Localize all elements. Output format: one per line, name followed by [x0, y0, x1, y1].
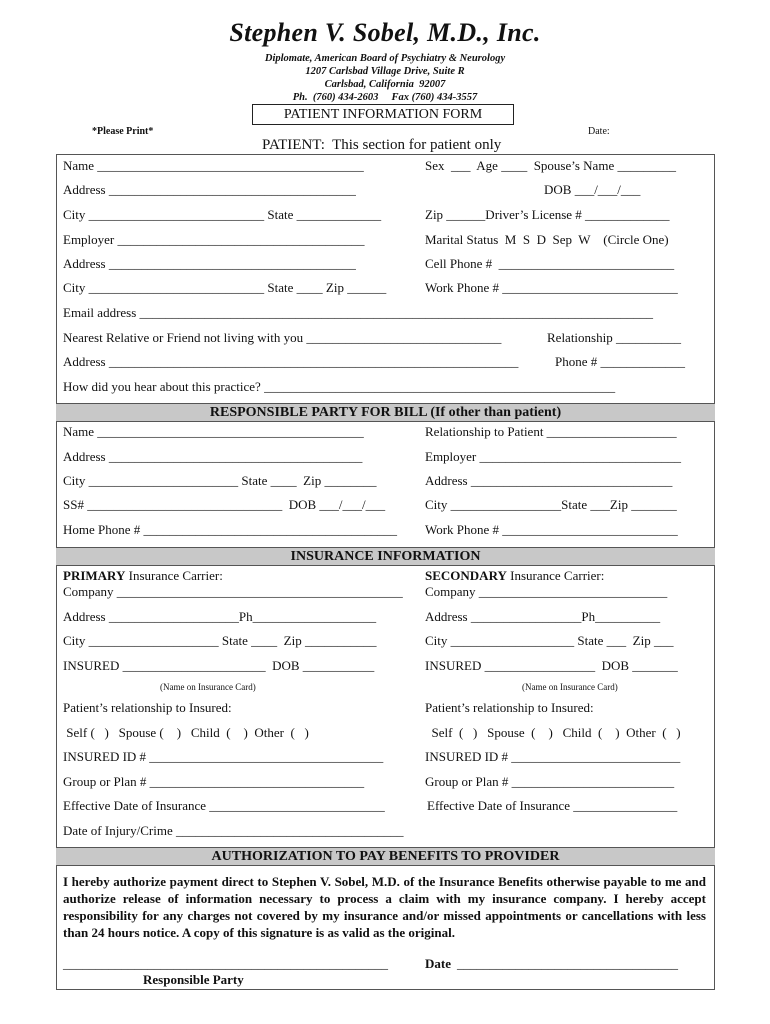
signature-date-label: Date: [425, 956, 451, 971]
primary-insured-dob-field[interactable]: INSURED ______________________ DOB ___________: [63, 658, 375, 673]
diplomate-line: Diplomate, American Board of Psychiatry & Neurology: [264, 53, 506, 64]
patient-address2-field[interactable]: Address ______________________________________: [63, 256, 356, 271]
patient-email-field[interactable]: Email address _______________________________________________________________________________: [63, 305, 654, 320]
responsible-relationship-field[interactable]: Relationship to Patient ____________________: [425, 424, 677, 439]
responsible-address-field[interactable]: Address _______________________________________: [63, 449, 363, 464]
responsible-employer-address-field[interactable]: Address _______________________________: [425, 473, 673, 488]
primary-relationship-options[interactable]: Self ( ) Spouse ( ) Child ( ) Other ( ): [63, 725, 309, 740]
responsible-home-phone-field[interactable]: Home Phone # _______________________________________: [63, 522, 398, 537]
patient-marital-status-field[interactable]: Marital Status M S D Sep W (Circle One): [425, 232, 669, 247]
secondary-group-plan-field[interactable]: Group or Plan # _________________________: [425, 774, 675, 789]
address-line-2: Carlsbad, California 92007: [324, 79, 446, 90]
phone-fax-line: Ph. (760) 434-2603 Fax (760) 434-3557: [292, 92, 478, 103]
relative-phone-field[interactable]: Phone # _____________: [555, 354, 685, 369]
patient-section-title: PATIENT: This section for patient only: [262, 137, 502, 153]
patient-employer-field[interactable]: Employer ______________________________________: [63, 232, 365, 247]
authorization-band: AUTHORIZATION TO PAY BENEFITS TO PROVIDER: [56, 847, 715, 866]
secondary-carrier-label: Insurance Carrier:: [506, 568, 605, 583]
responsible-employer-city-field[interactable]: City _________________State ___Zip _______: [425, 497, 677, 512]
responsible-ss-dob-field[interactable]: SS# ______________________________ DOB ___/___/___: [63, 497, 386, 512]
responsible-party-band: RESPONSIBLE PARTY FOR BILL (If other than patient): [56, 403, 715, 422]
primary-label: PRIMARY: [63, 568, 126, 583]
address-line-1: 1207 Carlsbad Village Drive, Suite R: [305, 66, 465, 77]
date-label: Date:: [588, 126, 610, 137]
secondary-address-phone-field[interactable]: Address _________________Ph__________: [425, 609, 661, 624]
secondary-city-state-zip-field[interactable]: City ___________________ State ___ Zip ___: [425, 633, 674, 648]
patient-zip-license-field[interactable]: Zip ______Driver’s License # _____________: [425, 207, 670, 222]
patient-dob-field[interactable]: DOB ___/___/___: [544, 182, 641, 197]
secondary-insured-dob-field[interactable]: INSURED _________________ DOB _______: [425, 658, 678, 673]
authorization-text: I hereby authorize payment direct to Stephen V. Sobel, M.D. of the Insurance Benefits otherwise payable to me and authorize release of information necessary to process a claim with my insurance company. I hereby accept responsibility for any charges not covered by my insurance and/or missed appointments or cancellations with less than 24 hours notice. A copy of this signature is as valid as the original.: [63, 874, 706, 940]
patient-address-field[interactable]: Address ______________________________________: [63, 182, 356, 197]
nearest-relative-field[interactable]: Nearest Relative or Friend not living with you ______________________________: [63, 330, 502, 345]
patient-cell-phone-field[interactable]: Cell Phone # ___________________________: [425, 256, 675, 271]
practice-name: Stephen V. Sobel, M.D., Inc.: [229, 18, 541, 47]
form-title: PATIENT INFORMATION FORM: [252, 104, 514, 125]
secondary-relationship-label: Patient’s relationship to Insured:: [425, 700, 594, 715]
primary-name-on-card-note: (Name on Insurance Card): [160, 682, 256, 692]
responsible-name-field[interactable]: Name _________________________________________: [63, 424, 364, 439]
secondary-insured-id-field[interactable]: INSURED ID # __________________________: [425, 749, 681, 764]
relative-relationship-field[interactable]: Relationship __________: [547, 330, 681, 345]
primary-carrier-heading: [63, 568, 223, 584]
primary-company-field[interactable]: Company ____________________________________________: [63, 584, 403, 599]
please-print-note: *Please Print*: [92, 126, 154, 137]
primary-address-phone-field[interactable]: Address ____________________Ph___________________: [63, 609, 377, 624]
signature-line[interactable]: __________________________________________________: [63, 956, 388, 971]
secondary-relationship-options[interactable]: Self ( ) Spouse ( ) Child ( ) Other ( ): [425, 725, 681, 740]
relative-address-field[interactable]: Address _______________________________________________________________: [63, 354, 519, 369]
responsible-work-phone-field[interactable]: Work Phone # ___________________________: [425, 522, 678, 537]
patient-sex-age-spouse-field[interactable]: Sex ___ Age ____ Spouse’s Name _________: [425, 158, 676, 173]
primary-city-state-zip-field[interactable]: City ____________________ State ____ Zip ___________: [63, 633, 377, 648]
injury-date-field[interactable]: Date of Injury/Crime ___________________________________: [63, 823, 404, 838]
responsible-employer-field[interactable]: Employer _______________________________: [425, 449, 682, 464]
secondary-company-field[interactable]: Company _____________________________: [425, 584, 668, 599]
patient-work-phone-field[interactable]: Work Phone # ___________________________: [425, 280, 678, 295]
secondary-label: SECONDARY: [425, 568, 507, 583]
primary-relationship-label: Patient’s relationship to Insured:: [63, 700, 232, 715]
primary-carrier-label: Insurance Carrier:: [125, 568, 223, 583]
secondary-carrier-heading: [425, 568, 604, 584]
patient-city-state-field[interactable]: City ___________________________ State _____________: [63, 207, 382, 222]
secondary-name-on-card-note: (Name on Insurance Card): [522, 682, 618, 692]
patient-city-state-zip-field[interactable]: City ___________________________ State ____ Zip ______: [63, 280, 387, 295]
secondary-effective-date-field[interactable]: Effective Date of Insurance ________________: [427, 798, 678, 813]
responsible-city-state-zip-field[interactable]: City _______________________ State ____ Zip ________: [63, 473, 377, 488]
signature-date-field[interactable]: __________________________________: [457, 956, 678, 971]
insurance-band: INSURANCE INFORMATION: [56, 547, 715, 566]
patient-name-field[interactable]: Name _________________________________________: [63, 158, 364, 173]
primary-effective-date-field[interactable]: Effective Date of Insurance ___________________________: [63, 798, 385, 813]
referral-source-field[interactable]: How did you hear about this practice? ______________________________________________________: [63, 379, 616, 394]
primary-group-plan-field[interactable]: Group or Plan # _________________________________: [63, 774, 365, 789]
primary-insured-id-field[interactable]: INSURED ID # ____________________________________: [63, 749, 384, 764]
responsible-party-caption: Responsible Party: [143, 972, 244, 987]
